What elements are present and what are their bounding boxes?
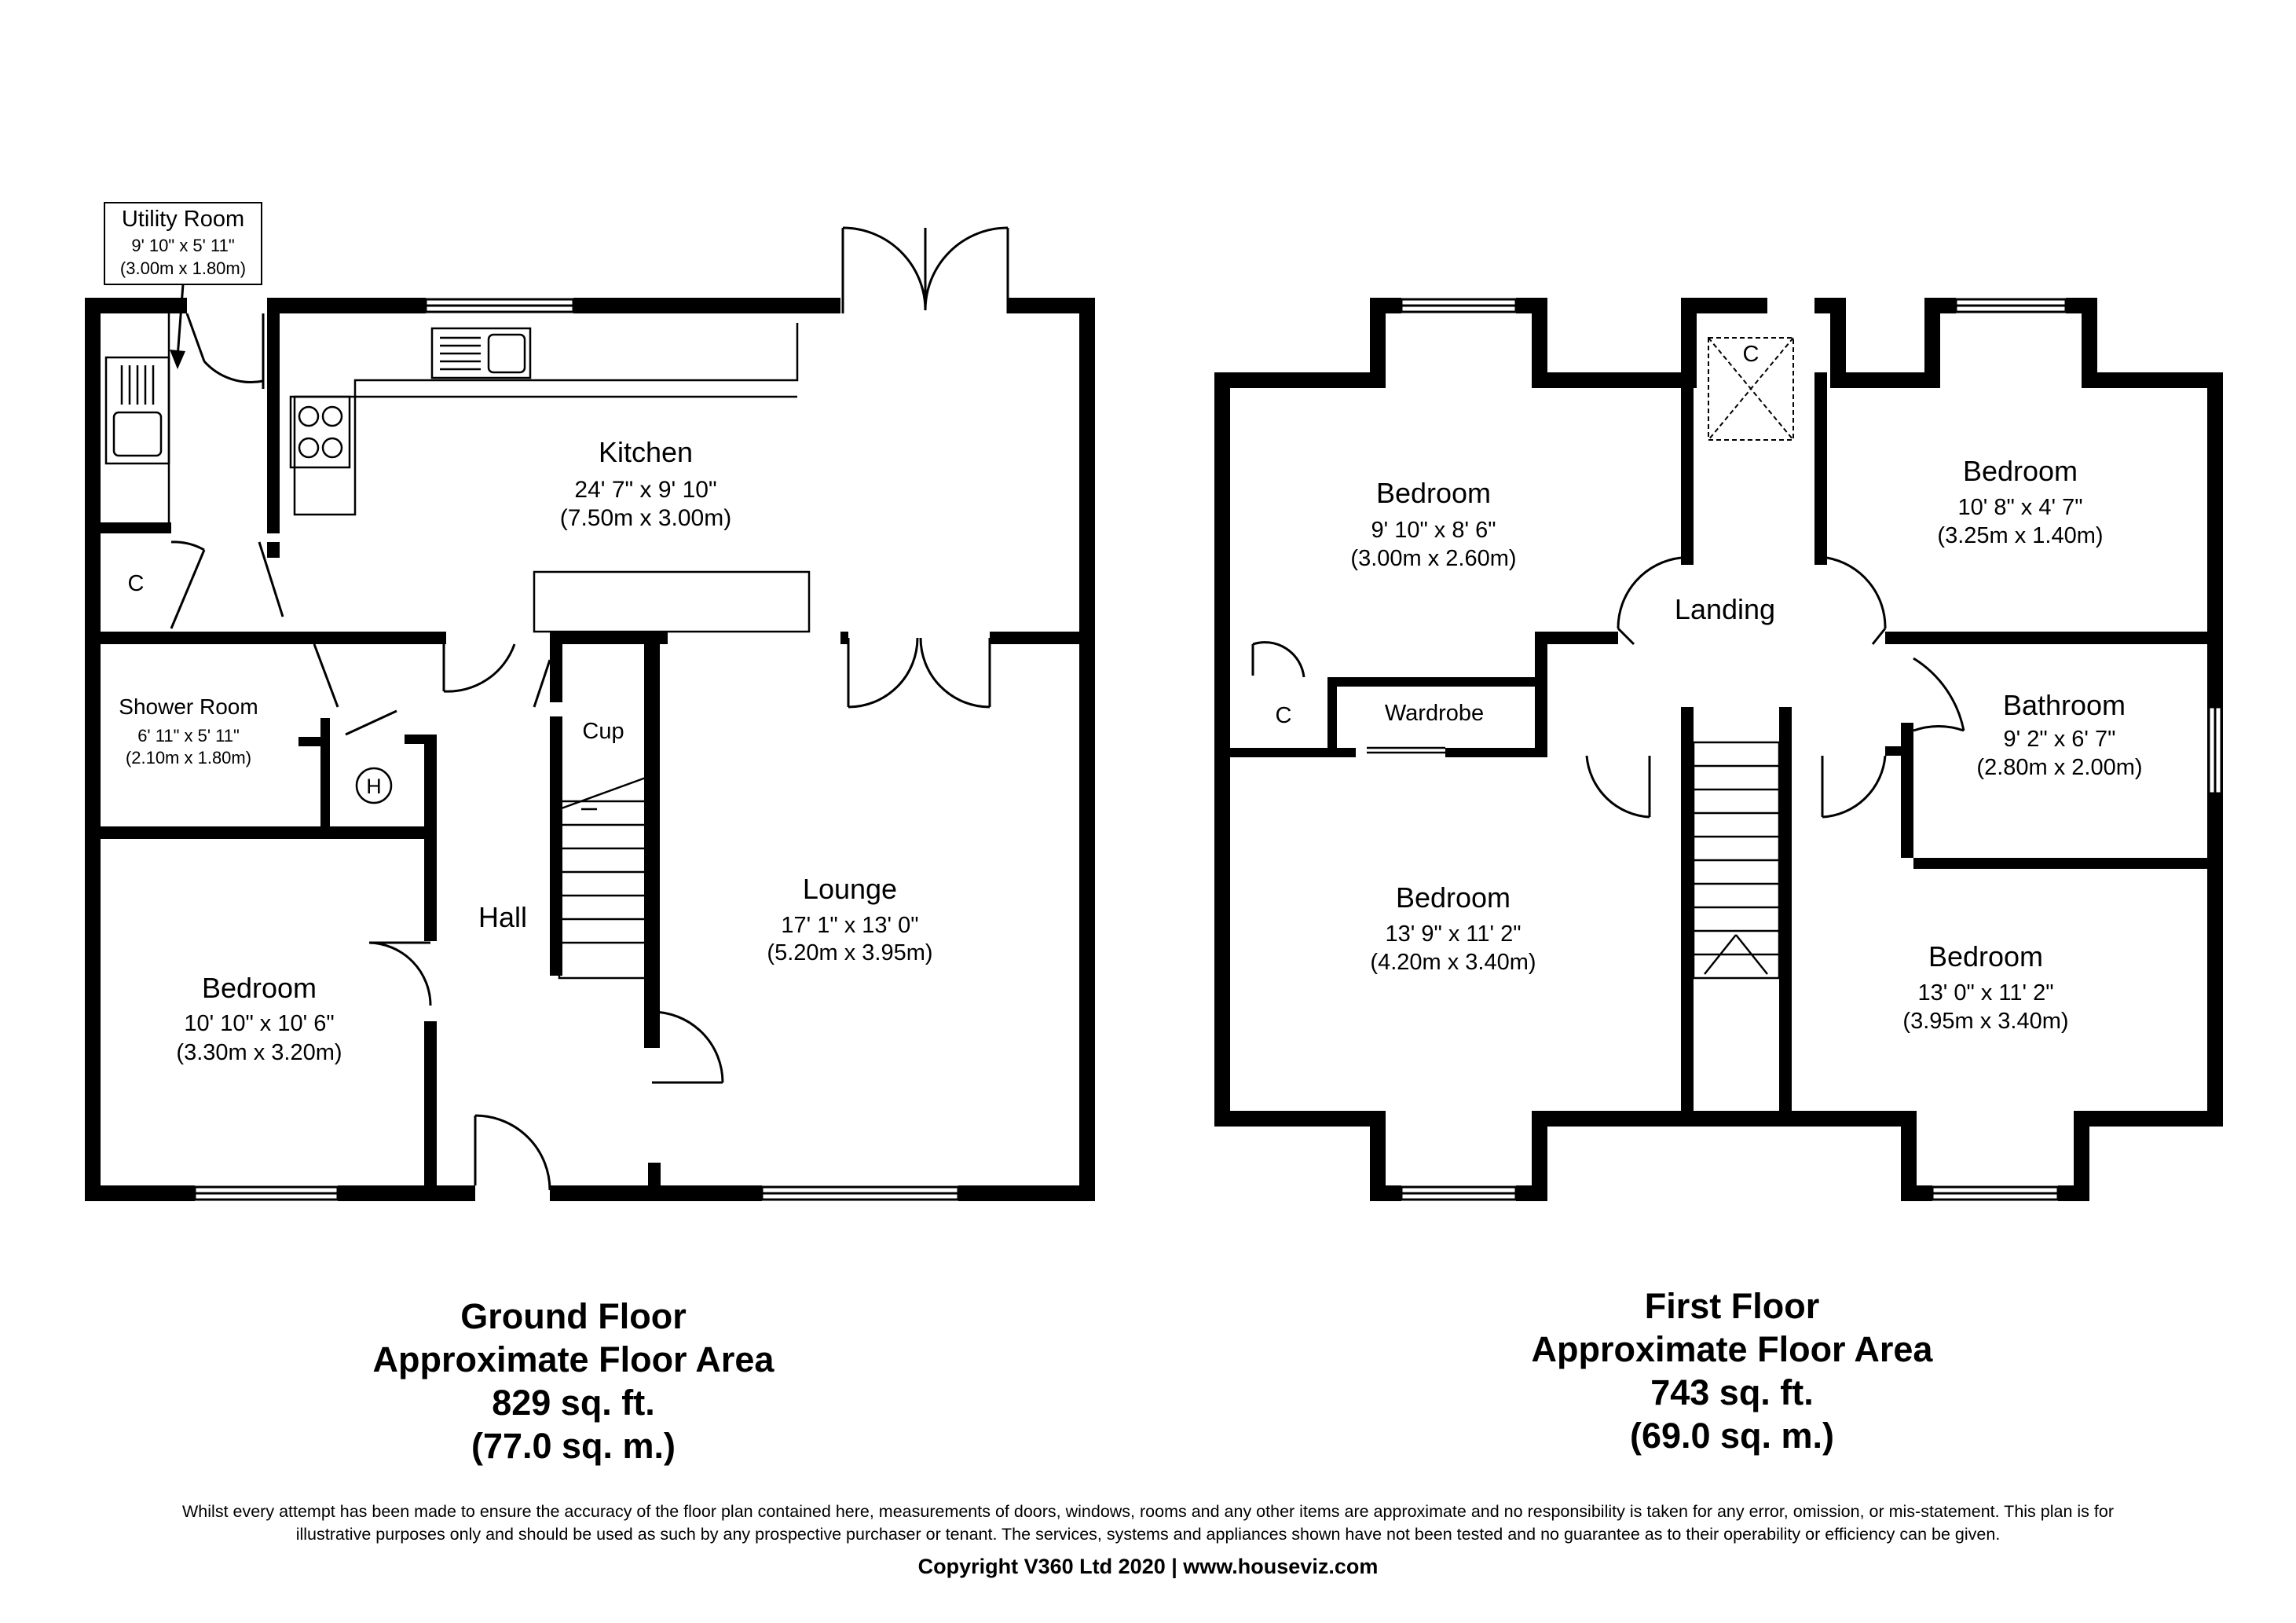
shower-room-name: Shower Room [119, 694, 258, 719]
ground-bedroom-name: Bedroom [201, 972, 317, 1004]
ground-floor-area-summary [338, 1295, 809, 1467]
bedroom-nw-imperial: 9' 10" x 8' 6" [1371, 518, 1496, 543]
bathroom-imperial: 9' 2" x 6' 7" [2003, 727, 2116, 752]
landing-name: Landing [1674, 593, 1776, 625]
disclaimer-line-1: Whilst every attempt has been made to ensure the accuracy of the floor plan contained here, measurements of doors, windows, rooms and any other items are approximate and no responsibility is taken for any error, omission, or mis-statement. This plan is for [182, 1502, 2114, 1521]
ground-floor-title: Ground Floor [460, 1296, 687, 1336]
bedroom-sw-imperial: 13' 9" x 11' 2" [1385, 921, 1522, 947]
bedroom-ne-imperial: 10' 8" x 4' 7" [1957, 495, 2083, 520]
first-cupboard-name: C [1275, 703, 1292, 728]
bedroom-nw-name: Bedroom [1375, 477, 1492, 509]
wardrobe-name: Wardrobe [1384, 701, 1485, 726]
bedroom-se-name: Bedroom [1928, 940, 2044, 973]
bathroom-name: Bathroom [2002, 689, 2126, 721]
shower-room-metric: (2.10m x 1.80m) [125, 748, 252, 768]
first-floor-sqm: (69.0 sq. m.) [1629, 1416, 1835, 1456]
wardrobe-doors [1367, 748, 1445, 753]
bedroom-ne-name: Bedroom [1962, 455, 2078, 487]
bedroom-se-imperial: 13' 0" x 11' 2" [1917, 980, 2054, 1006]
ground-bedroom-metric: (3.30m x 3.20m) [176, 1040, 342, 1065]
ground-bedroom-imperial: 10' 10" x 10' 6" [184, 1011, 335, 1036]
cup-name: Cup [582, 719, 624, 744]
boiler-name: H [366, 775, 382, 798]
loft-hatch-name: C [1742, 342, 1760, 367]
first-stairs [1694, 742, 1779, 978]
bathroom-metric: (2.80m x 2.00m) [1976, 755, 2143, 780]
bedroom-sw-metric: (4.20m x 3.40m) [1370, 950, 1536, 975]
ground-floor-subtitle: Approximate Floor Area [372, 1339, 774, 1379]
lounge-imperial: 17' 1" x 13' 0" [781, 913, 919, 938]
bedroom-se-metric: (3.95m x 3.40m) [1902, 1009, 2069, 1034]
utility-room-name: Utility Room [121, 207, 245, 232]
kitchen-metric: (7.50m x 3.00m) [559, 505, 732, 531]
utility-room-imperial: 9' 10" x 5' 11" [131, 236, 235, 255]
ground-floor-sqft: 829 sq. ft. [492, 1383, 655, 1423]
ground-stairs [559, 778, 646, 978]
ground-floor-sqm: (77.0 sq. m.) [471, 1426, 676, 1466]
copyright: Copyright V360 Ltd 2020 | www.houseviz.com [917, 1555, 1379, 1578]
utility-room-metric: (3.00m x 1.80m) [119, 258, 247, 278]
lounge-name: Lounge [802, 873, 898, 905]
disclaimer [31, 1500, 2265, 1546]
kitchen-name: Kitchen [598, 436, 694, 468]
kitchen-fittings [106, 313, 809, 632]
kitchen-imperial: 24' 7" x 9' 10" [574, 477, 717, 503]
first-floor-sqft: 743 sq. ft. [1650, 1372, 1814, 1412]
ground-cupboard-name: C [127, 571, 145, 596]
first-floor-area-summary [1496, 1284, 1968, 1457]
first-door-swings [1253, 558, 1964, 817]
bedroom-sw-name: Bedroom [1395, 881, 1511, 914]
hall-name: Hall [478, 901, 528, 933]
bedroom-nw-metric: (3.00m x 2.60m) [1350, 546, 1517, 571]
kitchen-french-doors [843, 228, 1008, 313]
lounge-french-doors [848, 638, 990, 707]
lounge-metric: (5.20m x 3.95m) [767, 940, 933, 965]
disclaimer-line-2: illustrative purposes only and should be used as such by any prospective purchaser or tenant. The services, systems and appliances shown have not been tested and no guarantee as to their operability or efficiency can be given. [295, 1525, 2001, 1544]
first-floor-subtitle: Approximate Floor Area [1531, 1329, 1933, 1369]
bedroom-ne-metric: (3.25m x 1.40m) [1937, 523, 2104, 548]
shower-room-imperial: 6' 11" x 5' 11" [137, 726, 240, 746]
first-floor-title: First Floor [1644, 1286, 1820, 1326]
